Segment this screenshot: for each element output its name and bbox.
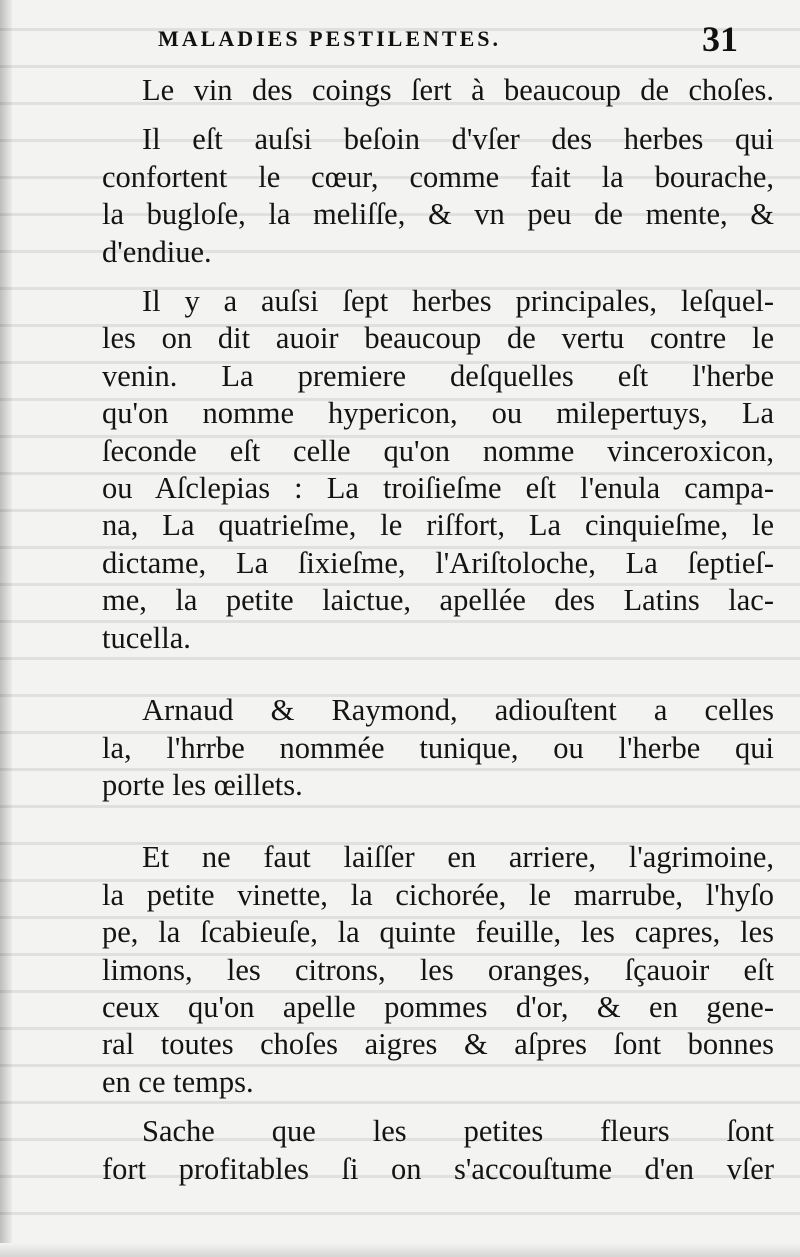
paragraph xyxy=(102,692,774,804)
paragraph xyxy=(102,121,774,271)
text-line: venin. La premiere deſquelles eſt l'herbe xyxy=(102,358,774,393)
text-line: limons, les citrons, les oranges, ſçauoir eſt xyxy=(102,952,774,987)
page-bottom-edge xyxy=(0,1243,800,1257)
text-line: la bugloſe, la meliſſe, & vn peu de mente, & xyxy=(102,197,774,232)
body-text xyxy=(102,72,774,1188)
text-line: d'endiue. xyxy=(102,234,212,269)
text-line: dictame, La ſixieſme, l'Ariſtoloche, La ſeptieſ- xyxy=(102,545,774,580)
text-line: Et ne faut laiſſer en arriere, l'agrimoine, xyxy=(142,840,774,875)
text-line: ou Aſclepias : La troiſieſme eſt l'enula campa- xyxy=(102,471,774,506)
page-number: 31 xyxy=(702,19,738,59)
running-title: MALADIES PESTILENTES. xyxy=(158,26,501,51)
text-line: ſeconde eſt celle qu'on nomme vinceroxicon, xyxy=(102,433,774,468)
text-line: les on dit auoir beaucoup de vertu contre le xyxy=(102,321,774,356)
text-line: tucella. xyxy=(102,620,191,655)
paragraph xyxy=(102,283,774,657)
text-line: Il eſt auſsi beſoin d'vſer des herbes qui xyxy=(142,122,774,157)
text-line: la petite vinette, la cichorée, le marrube, l'hyſo xyxy=(102,877,774,912)
page-gutter-shadow xyxy=(0,0,12,1257)
text-line: Sache que les petites fleurs ſont xyxy=(142,1114,774,1149)
text-line: Le vin des coings ſert à beaucoup de choſes. xyxy=(142,73,774,107)
text-line: porte les œillets. xyxy=(102,767,303,802)
paragraph xyxy=(102,1113,774,1188)
text-line: fort profitables ſi on s'accouſtume d'en vſer xyxy=(102,1151,774,1186)
text-line: Arnaud & Raymond, adiouſtent a celles xyxy=(142,693,774,728)
text-line: pe, la ſcabieuſe, la quinte feuille, les capres, les xyxy=(102,915,774,950)
paragraph xyxy=(102,839,774,1101)
text-line: confortent le cœur, comme fait la bourache, xyxy=(102,159,774,194)
text-line: ceux qu'on apelle pommes d'or, & en gene- xyxy=(102,989,774,1024)
text-line: en ce temps. xyxy=(102,1064,254,1099)
text-line: qu'on nomme hypericon, ou milepertuys, La xyxy=(102,396,774,431)
text-line: na, La quatrieſme, le riſfort, La cinquieſme, le xyxy=(102,508,774,543)
text-line: la, l'hrrbe nommée tunique, ou l'herbe qui xyxy=(102,730,774,765)
page-header xyxy=(158,14,738,58)
paragraph xyxy=(102,72,774,109)
text-line: me, la petite laictue, apellée des Latins lac- xyxy=(102,583,774,618)
text-line: ral toutes choſes aigres & aſpres ſont bonnes xyxy=(102,1027,774,1062)
text-line: Il y a auſsi ſept herbes principales, leſquel- xyxy=(142,284,774,319)
